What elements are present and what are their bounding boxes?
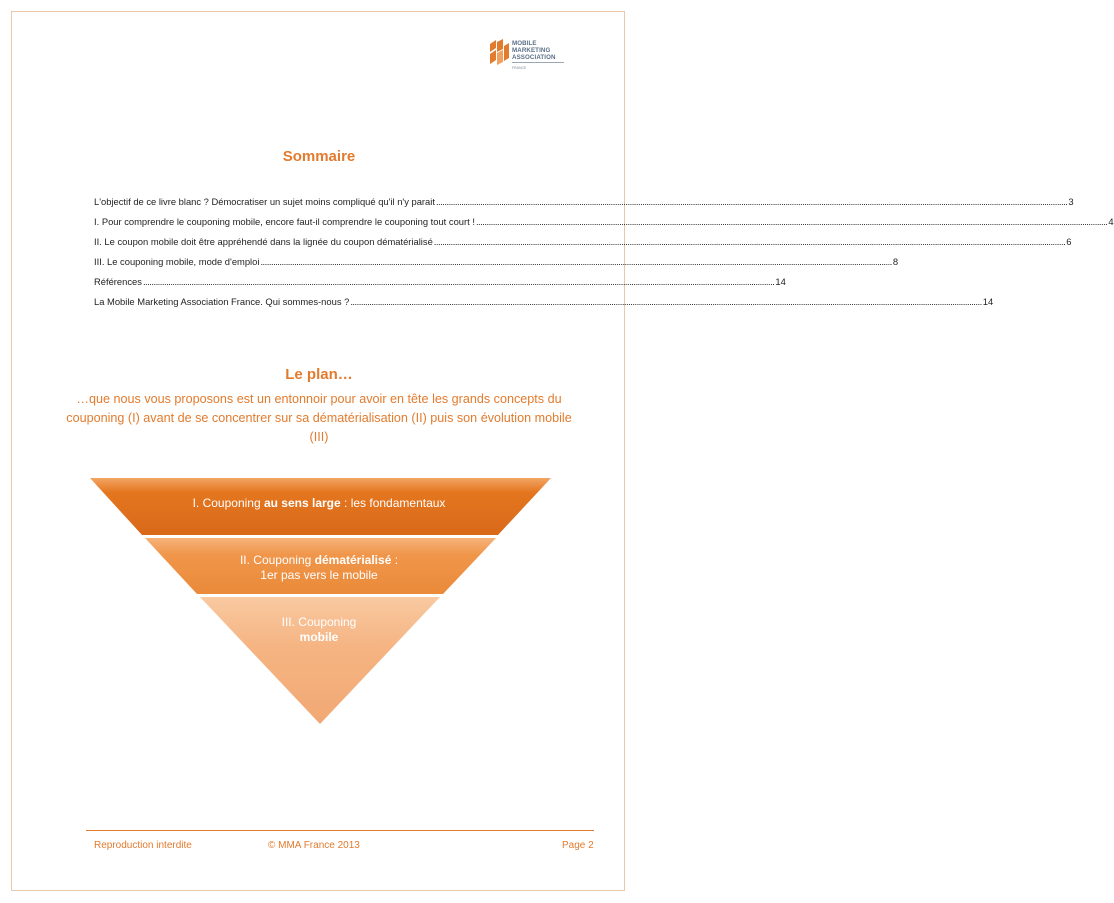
funnel-level-2-label xyxy=(0,553,638,583)
funnel-level-2-line2: 1er pas vers le mobile xyxy=(260,568,378,582)
toc-entry-page: 14 xyxy=(775,276,786,287)
funnel-level-3-line1: III. Couponing xyxy=(281,615,357,629)
footer-page-number: Page 2 xyxy=(562,840,594,851)
funnel-level-1-label xyxy=(0,496,638,511)
sommaire-title: Sommaire xyxy=(282,148,356,165)
toc-leader-dots: ............................................................................................................................................................................................................................................................................................................ xyxy=(350,296,982,307)
funnel-level-1-post: : les fondamentaux xyxy=(340,496,446,510)
funnel-level-2-pre: II. Couponing xyxy=(239,553,315,567)
funnel-level-1-pre: I. Couponing xyxy=(192,496,264,510)
toc-leader-dots: ............................................................................................................................................................................................................................................................................................................ xyxy=(435,196,1068,207)
plan-title: Le plan… xyxy=(285,366,353,383)
logo-line-3: ASSOCIATION xyxy=(512,54,556,61)
toc-entry-text: La Mobile Marketing Association France. Qui sommes-nous ? xyxy=(94,296,350,307)
toc-entry-page: 3 xyxy=(1068,196,1074,207)
funnel-level-1-bold: au sens large xyxy=(263,496,341,510)
footer-rule xyxy=(86,830,594,831)
plan-intro: …que nous vous proposons est un entonnoir pour avoir en tête les grands concepts du couponing (I) avant de se concentrer sur sa dématérialisation (II) puis son évolution mobile (III) xyxy=(66,392,572,444)
toc-leader-dots: ............................................................................................................................................................................................................................................................................................................ xyxy=(475,216,1108,227)
toc-entry-text: I. Pour comprendre le couponing mobile, encore faut-il comprendre le couponing tout court ! xyxy=(94,216,475,227)
toc-entry-page: 8 xyxy=(892,256,899,267)
toc-leader-dots: ............................................................................................................................................................................................................................................................................................................ xyxy=(142,276,775,287)
toc-entry-page: 4 xyxy=(1108,216,1114,227)
toc-entry-text: II. Le coupon mobile doit être appréhendé dans la lignée du coupon dématérialisé xyxy=(94,236,433,247)
toc-entry-page: 14 xyxy=(982,296,994,307)
footer-copyright: © MMA France 2013 xyxy=(268,840,360,851)
toc-entry-text: III. Le couponing mobile, mode d'emploi xyxy=(94,256,260,267)
toc-entry-text: L'objectif de ce livre blanc ? Démocratiser un sujet moins compliqué qu'il n'y parait xyxy=(94,196,435,207)
logo-line-2: MARKETING xyxy=(512,47,551,54)
toc-leader-dots: ............................................................................................................................................................................................................................................................................................................ xyxy=(433,236,1066,247)
logo-sub: FRANCE xyxy=(512,66,527,70)
funnel-level-2-bold: dématérialisé xyxy=(314,553,392,567)
funnel-level-3-label xyxy=(0,615,638,645)
toc-entry-text: Références xyxy=(94,276,142,287)
funnel-level-3-bold: mobile xyxy=(299,630,339,644)
toc-leader-dots: ............................................................................................................................................................................................................................................................................................................ xyxy=(260,256,892,267)
footer-left: Reproduction interdite xyxy=(94,840,192,851)
logo-line-1: MOBILE xyxy=(512,40,537,47)
funnel-level-2-post: : xyxy=(391,553,399,567)
toc-entry-page: 6 xyxy=(1066,236,1072,247)
